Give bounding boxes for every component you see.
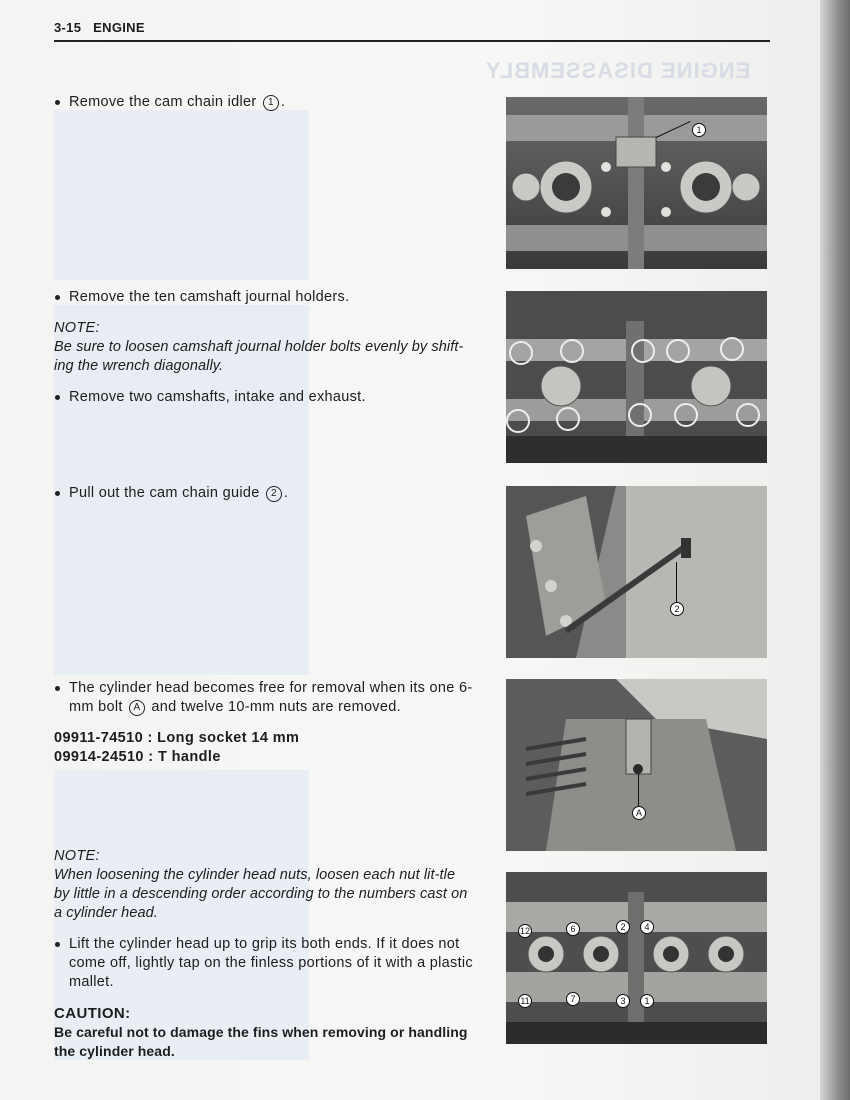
photo-cam-chain-guide <box>506 486 767 658</box>
note-loosen-nuts: NOTE: When loosening the cylinder head nuts, loosen each nut lit-tle by little in a descending order according to the numbers cast on a cylinder head. <box>54 848 468 921</box>
tool-line: 09911-74510 : Long socket 14 mm <box>54 730 300 746</box>
page-header <box>54 20 770 42</box>
nut-order-label: 3 <box>616 994 630 1008</box>
callout-label: 1 <box>692 123 706 137</box>
nut-order-label: 4 <box>640 920 654 934</box>
step-cylinder-head-free: The cylinder head becomes free for removal when its one 6-mm bolt A and twelve 10-mm nuts are removed. <box>54 679 474 717</box>
ref-marker: 2 <box>266 486 282 502</box>
step-pull-chain-guide: Pull out the cam chain guide 2 . <box>54 484 474 503</box>
step-remove-camshafts: Remove two camshafts, intake and exhaust. <box>54 388 474 407</box>
nut-order-label: 2 <box>616 920 630 934</box>
page-number: 3-15 <box>54 20 82 35</box>
section-title: ENGINE <box>93 20 145 35</box>
step-remove-idler: Remove the cam chain idler 1 . <box>54 93 474 112</box>
photo-nut-loosening-order <box>506 872 767 1044</box>
photo-journal-holders <box>506 291 767 463</box>
special-tools <box>54 729 474 767</box>
nut-order-label: 1 <box>640 994 654 1008</box>
tool-line: 09914-24510 : T handle <box>54 749 221 765</box>
step-lift-cylinder-head: Lift the cylinder head up to grip its both ends. If it does not come off, lightly tap on the finless portions of it with a plastic mallet. <box>54 935 474 992</box>
nut-order-label: 11 <box>518 994 532 1008</box>
ref-marker: 1 <box>263 95 279 111</box>
nut-order-label: 12 <box>519 926 530 936</box>
callout-label: 2 <box>670 602 684 616</box>
caution-box: CAUTION: Be careful not to damage the fins when removing or handling the cylinder head. <box>54 1005 468 1059</box>
page-binding-edge <box>820 0 850 1100</box>
note-loosen-bolts: NOTE: Be sure to loosen camshaft journal holder bolts evenly by shift-ing the wrench diagonally. <box>54 320 464 374</box>
nut-order-label: 7 <box>566 992 580 1006</box>
callout-label: A <box>632 806 646 820</box>
photo-cam-chain-idler <box>506 97 767 269</box>
tint-zone <box>54 110 309 280</box>
nut-order-label: 6 <box>566 922 580 936</box>
photo-cylinder-head-bolt <box>506 679 767 851</box>
step-remove-journal-holders: Remove the ten camshaft journal holders. <box>54 288 474 307</box>
ref-marker: A <box>129 700 145 716</box>
bleed-through-text: ENGINE DISASSEMBLY <box>484 58 750 83</box>
